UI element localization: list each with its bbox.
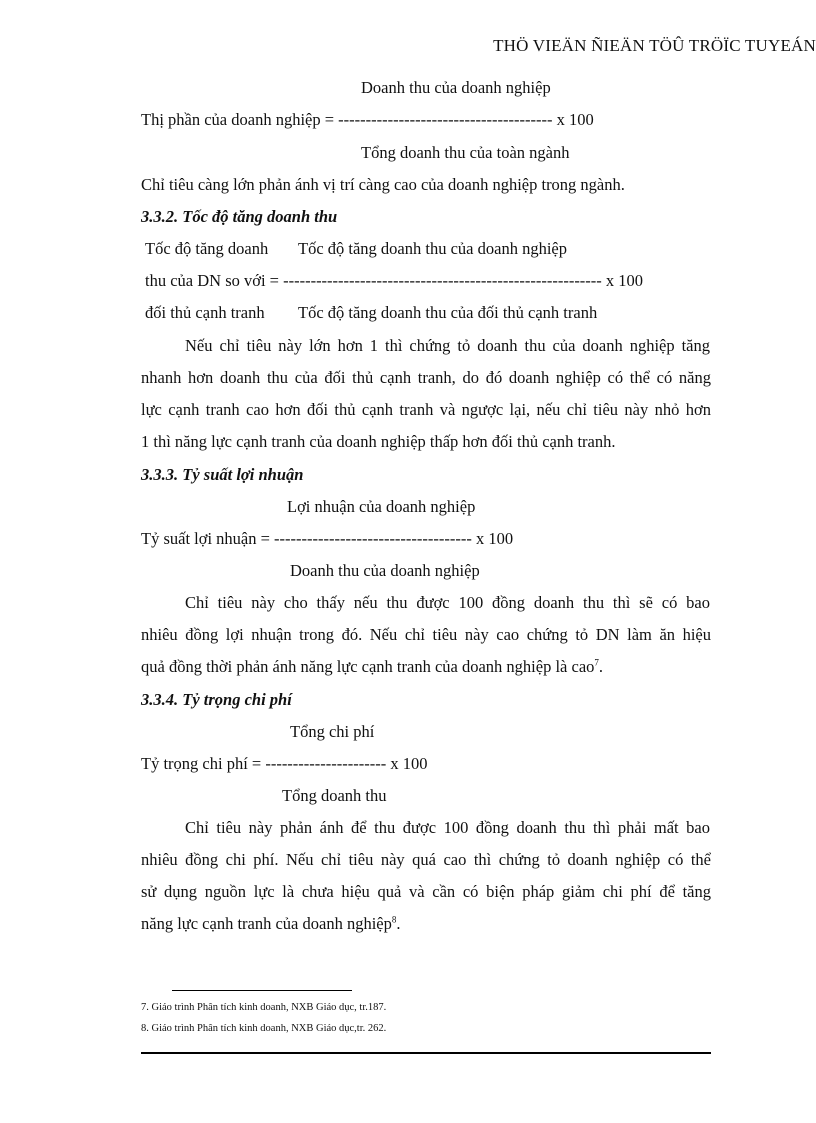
formula-line: thu của DN so với = ---------------------------------------------------------- x 100	[145, 271, 644, 290]
footnote-separator	[172, 990, 352, 991]
section-heading: 3.3.3. Tỷ suất lợi nhuận	[141, 465, 304, 484]
formula-left-label: đối thủ cạnh tranh	[145, 303, 265, 322]
paragraph-line: nhiêu đồng chi phí. Nếu chỉ tiêu này quá cao thì chứng tỏ doanh nghiệp có thể	[141, 850, 711, 869]
formula-numerator: Lợi nhuận của doanh nghiệp	[287, 497, 476, 516]
footnote: 7. Giáo trình Phân tích kinh doanh, NXB Giáo dục, tr.187.	[141, 1002, 387, 1013]
section-heading: 3.3.2. Tốc độ tăng doanh thu	[141, 207, 338, 226]
paragraph-line: 1 thì năng lực cạnh tranh của doanh nghiệp thấp hơn đối thủ cạnh tranh.	[141, 432, 616, 451]
section-heading: 3.3.4. Tỷ trọng chi phí	[141, 690, 292, 709]
paragraph-line: lực cạnh tranh cao hơn đối thủ cạnh tranh và ngược lại, nếu chỉ tiêu này nhỏ hơn	[141, 400, 711, 419]
paragraph-line: Chỉ tiêu này phản ánh để thu được 100 đồng doanh thu thì phải mất bao	[185, 818, 710, 837]
paragraph-line: Nếu chỉ tiêu này lớn hơn 1 thì chứng tỏ doanh thu của doanh nghiệp tăng	[185, 336, 710, 355]
formula-numerator: Tổng chi phí	[290, 722, 375, 741]
paragraph: Chỉ tiêu càng lớn phản ánh vị trí càng cao của doanh nghiệp trong ngành.	[141, 175, 625, 194]
page-header: THÖ VIEÄN ÑIEÄN TÖÛ TRÖÏC TUYEÁN	[493, 36, 816, 55]
paragraph-line: Chỉ tiêu này cho thấy nếu thu được 100 đồng doanh thu thì sẽ có bao	[185, 593, 710, 612]
footnote-ref: 7	[594, 657, 599, 668]
formula-denominator: Tốc độ tăng doanh thu của đối thủ cạnh tranh	[298, 303, 598, 322]
paragraph-line: nhanh hơn doanh thu của đối thủ cạnh tranh, do đó doanh nghiệp có thể có năng	[141, 368, 711, 387]
formula-numerator: Tốc độ tăng doanh thu của doanh nghiệp	[298, 239, 567, 258]
formula-denominator: Doanh thu của doanh nghiệp	[290, 561, 480, 580]
paragraph-line: quả đồng thời phản ánh năng lực cạnh tranh của doanh nghiệp là cao$^7$.	[141, 657, 604, 676]
formula-line: Thị phần của doanh nghiệp = --------------------------------------- x 100	[141, 110, 594, 129]
paragraph-line: sử dụng nguồn lực là chưa hiệu quả và cần có biện pháp giảm chi phí để tăng	[141, 882, 711, 901]
formula-denominator: Tổng doanh thu của toàn ngành	[361, 143, 570, 162]
footnote: 8. Giáo trình Phân tích kinh doanh, NXB Giáo dục,tr. 262.	[141, 1023, 387, 1034]
paragraph-line: nhiêu đồng lợi nhuận trong đó. Nếu chỉ tiêu này cao chứng tỏ DN làm ăn hiệu	[141, 625, 711, 644]
page-bottom-rule	[141, 1052, 711, 1054]
formula-numerator: Doanh thu của doanh nghiệp	[361, 78, 551, 97]
formula-left-label: Tốc độ tăng doanh	[145, 239, 269, 258]
paragraph-line: năng lực cạnh tranh của doanh nghiệp$^8$.	[141, 914, 401, 933]
formula-denominator: Tổng doanh thu	[282, 786, 387, 805]
formula-line: Tỷ trọng chi phí = ---------------------- x 100	[141, 754, 428, 773]
formula-line: Tỷ suất lợi nhuận = ------------------------------------ x 100	[141, 529, 514, 548]
footnote-ref: 8	[391, 914, 397, 925]
